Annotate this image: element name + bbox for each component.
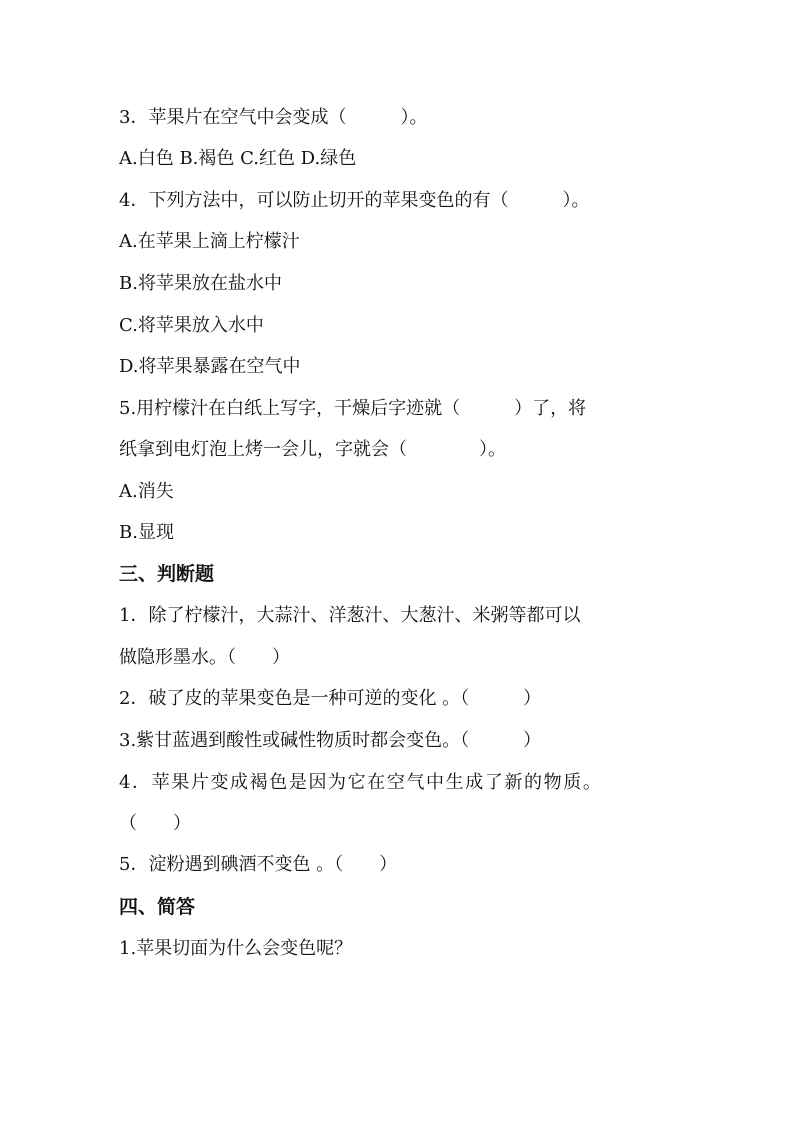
question-4-stem: 4．下列方法中，可以防止切开的苹果变色的有（ ）。: [119, 190, 590, 211]
question-4-option-b: B.将苹果放在盐水中: [119, 273, 282, 294]
question-4-option-d: D.将苹果暴露在空气中: [119, 356, 301, 377]
short-answer-1: 1.苹果切面为什么会变色呢？: [119, 938, 353, 959]
question-4-option-a: A.在苹果上滴上柠檬汁: [119, 231, 300, 252]
judgment-2: 2．破了皮的苹果变色是一种可逆的变化 。（ ）: [119, 688, 542, 709]
judgment-1-line-1: 1．除了柠檬汁，大蒜汁、洋葱汁、大葱汁、米粥等都可以: [119, 605, 581, 626]
judgment-5: 5．淀粉遇到碘酒不变色 。（ ）: [119, 854, 398, 875]
section-4-title: 四、简答: [119, 896, 196, 918]
question-3-stem: 3．苹果片在空气中会变成（ ）。: [119, 107, 428, 128]
judgment-4-line-1: 4．苹果片变成褐色是因为它在空气中生成了新的物质。: [119, 772, 603, 793]
judgment-1-line-2: 做隐形墨水。（ ）: [119, 647, 290, 668]
question-5-line-2: 纸拿到电灯泡上烤一会儿，字就会（ ）。: [119, 439, 506, 460]
judgment-3: 3.紫甘蓝遇到酸性或碱性物质时都会变色。（ ）: [119, 730, 542, 751]
question-4-option-c: C.将苹果放入水中: [119, 315, 264, 336]
judgment-4-line-2: （ ）: [119, 813, 191, 834]
section-3-title: 三、判断题: [119, 563, 215, 585]
question-5-option-b: B.显现: [119, 522, 174, 543]
question-3-options: A.白色 B.褐色 C.红色 D.绿色: [119, 148, 357, 169]
question-5-line-1: 5.用柠檬汁在白纸上写字，干燥后字迹就（ ）了，将: [119, 398, 587, 419]
question-5-option-a: A.消失: [119, 481, 174, 502]
